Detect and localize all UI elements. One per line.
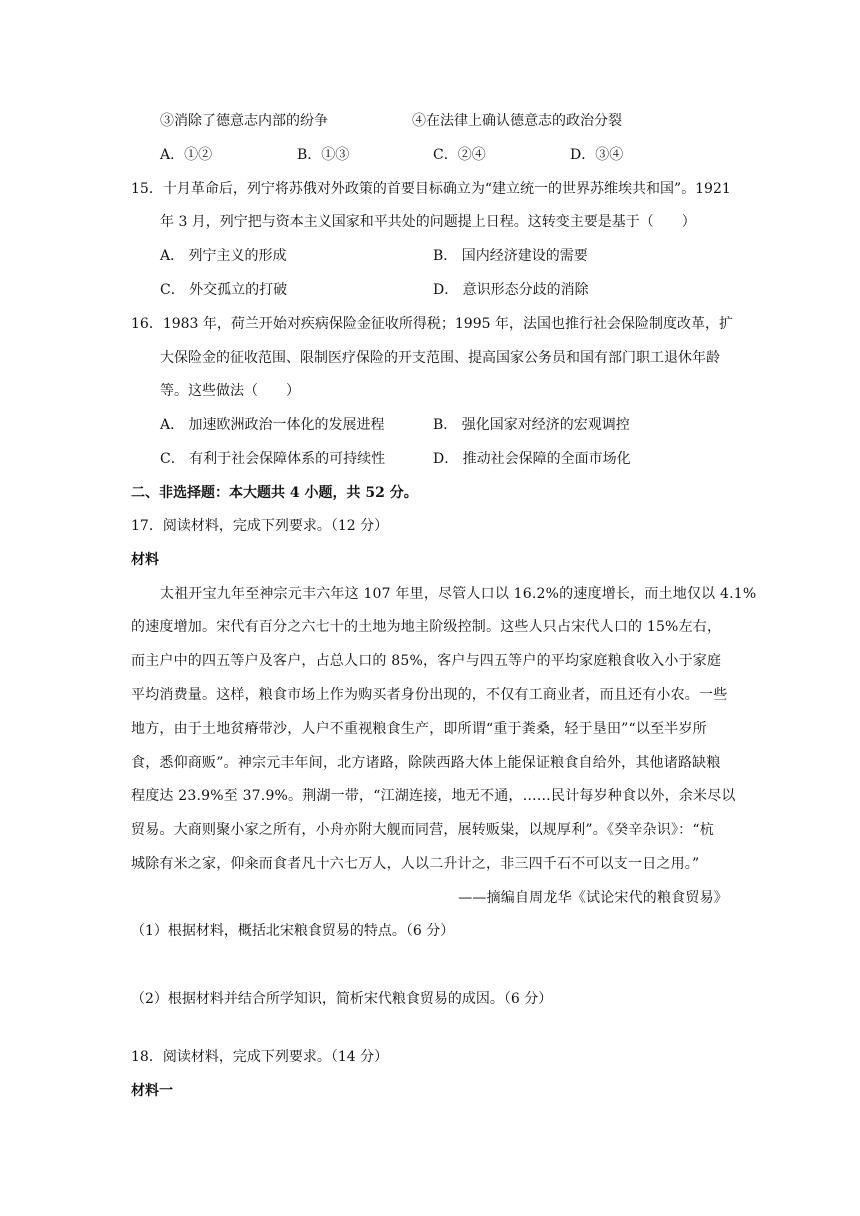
q14-option-b: B．①③ xyxy=(297,147,350,163)
q16-option-c: C． 有利于社会保障体系的可持续性 xyxy=(160,451,386,467)
q17-stem: 17．阅读材料，完成下列要求。（12 分） xyxy=(131,518,389,534)
q16-stem-line-3: 等。这些做法（ ） xyxy=(160,383,300,399)
q14-item-3: ③消除了德意志内部的纷争 xyxy=(160,113,328,129)
q17-material-line-2: 的速度增加。宋代有百分之六七十的土地为地主阶级控制。这些人只占宋代人口的 15%左右， xyxy=(131,619,722,635)
q14-option-a: A．①② xyxy=(160,147,213,163)
q18-stem: 18．阅读材料，完成下列要求。（14 分） xyxy=(131,1049,389,1065)
q15-option-a: A． 列宁主义的形成 xyxy=(160,248,287,264)
q16-stem-line-1: 16．1983 年，荷兰开始对疾病保险金征收所得税；1995 年，法国也推行社会保险制度改革，扩 xyxy=(131,316,733,332)
q15-option-c: C． 外交孤立的打破 xyxy=(160,282,288,298)
q14-item-4: ④在法律上确认德意志的政治分裂 xyxy=(412,113,622,129)
q17-material-line-9: 城除有米之家，仰籴而食者凡十六七万人，人以二升计之，非三四千石不可以支一日之用。” xyxy=(131,856,700,872)
q17-material-line-4: 平均消费量。这样，粮食市场上作为购买者身份出现的，不仅有工商业者，而且还有小农。一些 xyxy=(131,687,728,703)
q15-stem-line-1: 15．十月革命后，列宁将苏俄对外政策的首要目标确立为“建立统一的世界苏维埃共和国”。1921 xyxy=(131,181,731,197)
q17-material-line-6: 食，悉仰商贩”。神宗元丰年间，北方诸路，除陕西路大体上能保证粮食自给外，其他诸路缺粮 xyxy=(131,755,721,771)
q15-option-b: B． 国内经济建设的需要 xyxy=(433,248,588,264)
q18-material-label: 材料一 xyxy=(131,1083,173,1099)
q14-option-c: C．②④ xyxy=(433,147,486,163)
q17-material-line-8: 贸易。大商则聚小家之所有，小舟亦附大舰而同营，展转贩粜，以规厚利”。《癸辛杂识》：“杭 xyxy=(131,822,714,838)
q15-option-d: D． 意识形态分歧的消除 xyxy=(433,282,589,298)
q16-option-d: D． 推动社会保障的全面市场化 xyxy=(433,451,631,467)
q17-subquestion-1: （1）根据材料，概括北宋粮食贸易的特点。（6 分） xyxy=(131,923,455,939)
q17-material-source: ——摘编自周龙华《试论宋代的粮食贸易》 xyxy=(458,890,728,906)
q14-option-d: D．③④ xyxy=(570,147,624,163)
q17-material-line-7: 程度达 23.9%至 37.9%。荆湖一带，“江湖连接，地无不通，……民计每岁种食以外，余米尽以 xyxy=(131,788,736,804)
q17-material-line-3: 而主户中的四五等户及客户，占总人口的 85%，客户与四五等户的平均家庭粮食收入小于家庭 xyxy=(131,653,722,669)
q17-subquestion-2: （2）根据材料并结合所学知识，简析宋代粮食贸易的成因。（6 分） xyxy=(131,991,553,1007)
q16-option-a: A． 加速欧洲政治一体化的发展进程 xyxy=(160,417,385,433)
q16-stem-line-2: 大保险金的征收范围、限制医疗保险的开支范围、提高国家公务员和国有部门职工退休年龄 xyxy=(160,350,720,366)
q17-material-line-5: 地方，由于土地贫瘠带沙，人户不重视粮食生产，即所谓“重于粪桑，轻于垦田”“以至半岁所 xyxy=(131,721,707,737)
q17-material-line-1: 太祖开宝九年至神宗元丰六年这 107 年里，尽管人口以 16.2%的速度增长，而土地仅以 4.1% xyxy=(160,586,757,602)
section-2-heading: 二、非选择题：本大题共 4 小题，共 52 分。 xyxy=(131,485,418,501)
q16-option-b: B． 强化国家对经济的宏观调控 xyxy=(433,417,630,433)
q17-material-label: 材料 xyxy=(131,552,159,568)
q15-stem-line-2: 年 3 月，列宁把与资本主义国家和平共处的问题提上日程。这转变主要是基于（ ） xyxy=(160,214,696,230)
